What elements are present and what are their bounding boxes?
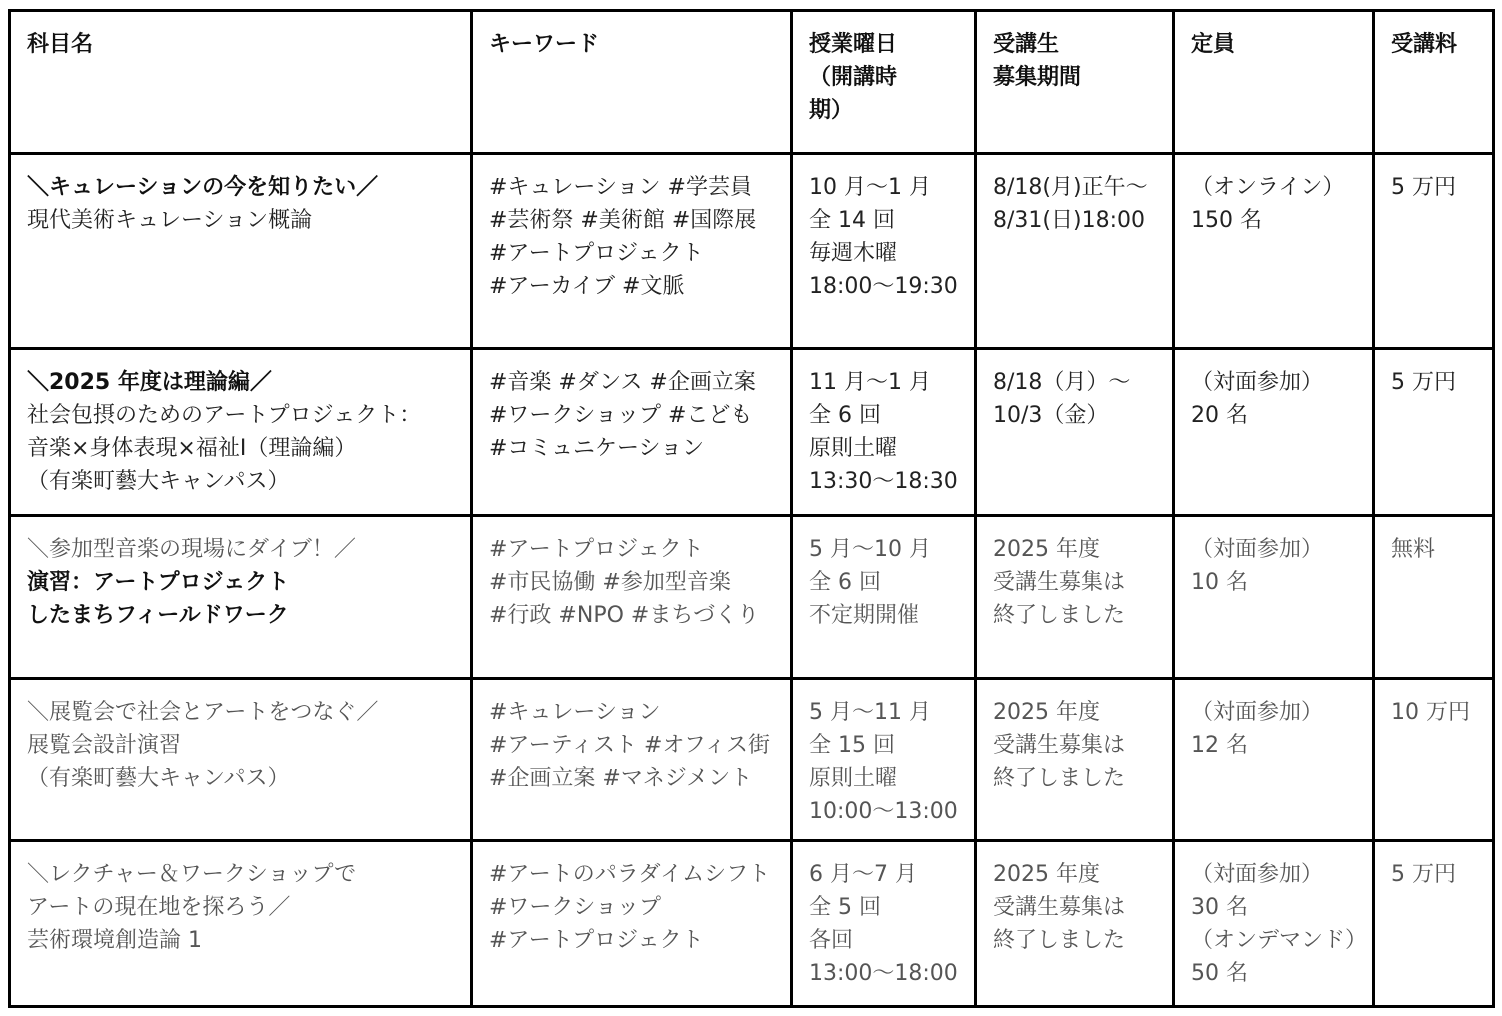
table-row [10,516,1494,679]
fee-cell: 5 万円 [1374,154,1494,349]
recruitment-cell: 8/18(月)正午～ 8/31(日)18:00 [976,154,1174,349]
recruitment-cell: 2025 年度 受講生募集は 終了しました [976,516,1174,679]
header-recruitment: 受講生 募集期間 [976,11,1174,154]
schedule-cell: 11 月～1 月 全 6 回 原則土曜 13:30～18:30 [792,349,976,516]
keywords-cell: #キュレーション #アーティスト #オフィス街 #企画立案 #マネジメント [472,679,792,841]
fee-cell: 10 万円 [1374,679,1494,841]
keywords-cell: #アートプロジェクト #市民協働 #参加型音楽 #行政 #NPO #まちづくり [472,516,792,679]
capacity-cell: （対面参加） 10 名 [1174,516,1374,679]
subject-cell: ＼キュレーションの今を知りたい／ 現代美術キュレーション概論 [10,154,472,349]
subject-cell: ＼展覧会で社会とアートをつなぐ／ 展覧会設計演習 （有楽町藝大キャンパス） [10,679,472,841]
capacity-cell: （オンライン） 150 名 [1174,154,1374,349]
subject-cell: ＼参加型音楽の現場にダイブ！／ 演習：アートプロジェクト したまちフィールドワーク [10,516,472,679]
fee-cell: 無料 [1374,516,1494,679]
table-row [10,154,1494,349]
schedule-cell: 5 月～11 月 全 15 回 原則土曜 10:00～13:00 [792,679,976,841]
capacity-cell: （対面参加） 20 名 [1174,349,1374,516]
recruitment-cell: 8/18（月）～ 10/3（金） [976,349,1174,516]
subject-cell: ＼2025 年度は理論編／ 社会包摂のためのアートプロジェクト： 音楽×身体表現×福祉Ⅰ（理論編） （有楽町藝大キャンパス） [10,349,472,516]
capacity-cell: （対面参加） 12 名 [1174,679,1374,841]
table-row [10,841,1494,1007]
recruitment-cell: 2025 年度 受講生募集は 終了しました [976,841,1174,1007]
fee-cell: 5 万円 [1374,349,1494,516]
table-row [10,349,1494,516]
header-capacity: 定員 [1174,11,1374,154]
header-keywords: キーワード [472,11,792,154]
fee-cell: 5 万円 [1374,841,1494,1007]
schedule-cell: 5 月～10 月 全 6 回 不定期開催 [792,516,976,679]
header-fee: 受講料 [1374,11,1494,154]
header-schedule: 授業曜日 （開講時 期） [792,11,976,154]
header-subject: 科目名 [10,11,472,154]
keywords-cell: #アートのパラダイムシフト #ワークショップ #アートプロジェクト [472,841,792,1007]
recruitment-cell: 2025 年度 受講生募集は 終了しました [976,679,1174,841]
schedule-cell: 10 月～1 月 全 14 回 毎週木曜 18:00～19:30 [792,154,976,349]
course-table [8,9,1495,1008]
table-header-row [10,11,1494,154]
capacity-cell: （対面参加） 30 名 （オンデマンド） 50 名 [1174,841,1374,1007]
subject-cell: ＼レクチャー＆ワークショップで アートの現在地を探ろう／ 芸術環境創造論 1 [10,841,472,1007]
table-row [10,679,1494,841]
schedule-cell: 6 月～7 月 全 5 回 各回 13:00～18:00 [792,841,976,1007]
keywords-cell: #音楽 #ダンス #企画立案 #ワークショップ #こども #コミュニケーション [472,349,792,516]
keywords-cell: #キュレーション #学芸員 #芸術祭 #美術館 #国際展 #アートプロジェクト #アーカイブ #文脈 [472,154,792,349]
